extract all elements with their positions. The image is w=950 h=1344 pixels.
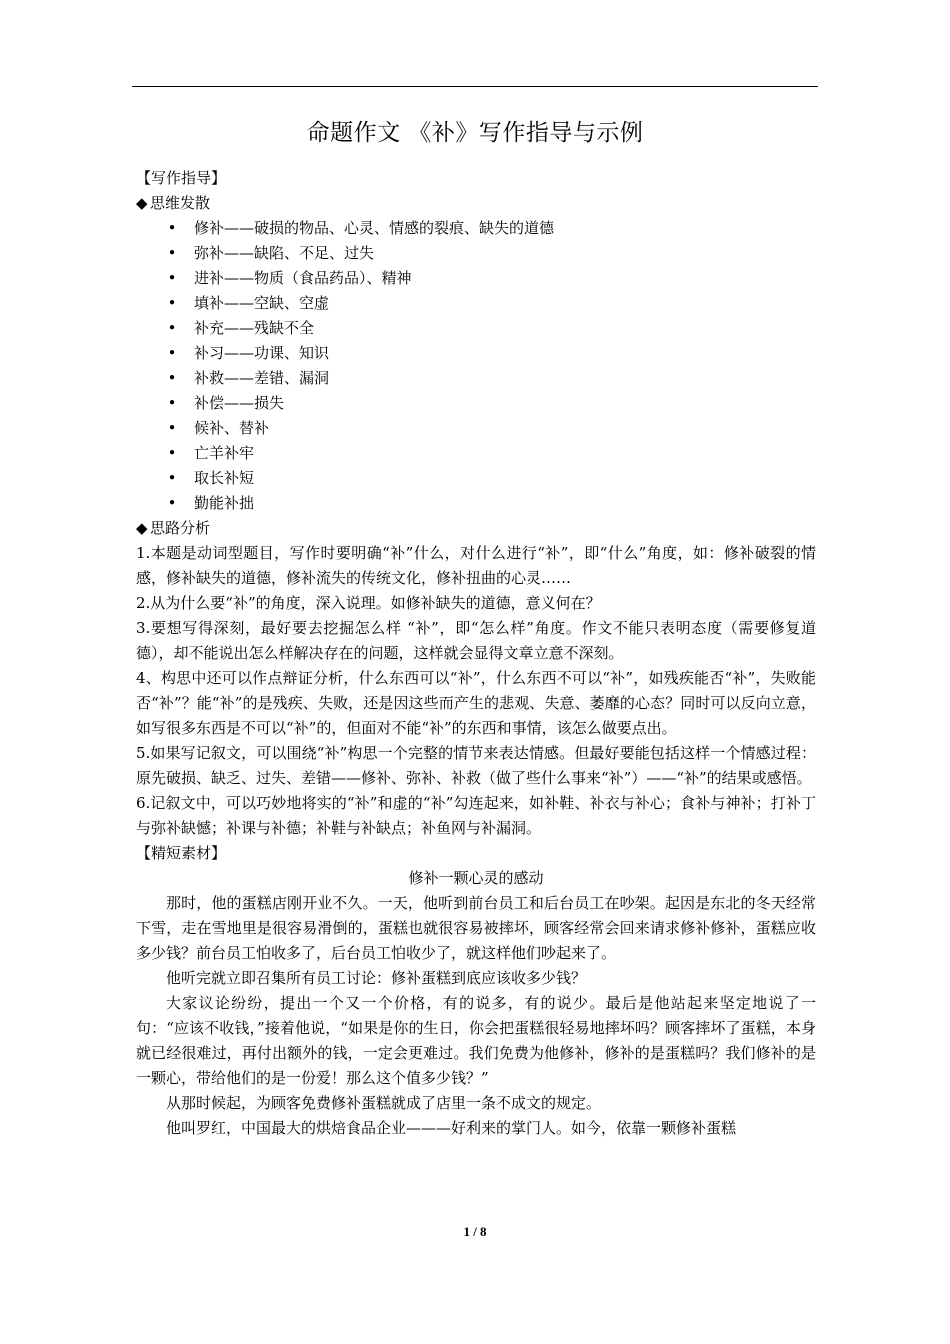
diamond-icon: ◆ xyxy=(136,519,148,537)
guide-heading: 【写作指导】 xyxy=(136,169,227,187)
document-body xyxy=(136,166,816,1141)
list-item xyxy=(136,241,816,266)
list-item xyxy=(136,466,816,491)
bullet-icon: • xyxy=(167,219,177,237)
divergent-heading-text: 思维发散 xyxy=(150,194,211,212)
bullet-icon: • xyxy=(167,319,177,337)
bullet-icon: • xyxy=(167,494,177,512)
list-item xyxy=(136,216,816,241)
list-item-text: 弥补——缺陷、不足、过失 xyxy=(194,244,375,262)
bullet-icon: • xyxy=(167,469,177,487)
story-paragraph: 那时，他的蛋糕店刚开业不久。一天，他听到前台员工和后台员工在吵架。起因是东北的冬天经常下雪，走在雪地里是很容易滑倒的，蛋糕也就很容易被摔坏，顾客经常会回来请求修补修补，蛋糕应收多少钱？前台员工怕收多了，后台员工怕收少了，就这样他们吵起来了。 xyxy=(136,894,816,962)
bullet-icon: • xyxy=(167,444,177,462)
bullet-icon: • xyxy=(167,269,177,287)
analysis-paragraph: 4、构思中还可以作点辩证分析，什么东西可以“补”，什么东西不可以“补”，如残疾能否“补”，失败能否“补”？能“补”的是残疾、失败，还是因这些而产生的悲观、失意、萎靡的心态？同时可以反向立意，如写很多东西是不可以“补”的，但面对不能“补”的东西和事情，该怎么做要点出。 xyxy=(136,669,816,737)
story-paragraph: 他叫罗红，中国最大的烘焙食品企业———好利来的掌门人。如今，依靠一颗修补蛋糕 xyxy=(166,1119,737,1137)
list-item-text: 补救——差错、漏洞 xyxy=(194,369,330,387)
page-title: 命题作文 《补》写作指导与示例 xyxy=(306,120,644,146)
list-item xyxy=(136,491,816,516)
analysis-paragraph: 5.如果写记叙文，可以围绕“补”构思一个完整的情节来表达情感。但最好要能包括这样一个情感过程：原先破损、缺乏、过失、差错——修补、弥补、补救（做了些什么事来“补”）——“补”的结果或感悟。 xyxy=(136,744,816,787)
list-item-text: 补充——残缺不全 xyxy=(194,319,315,337)
story-paragraph: 从那时候起，为顾客免费修补蛋糕就成了店里一条不成文的规定。 xyxy=(166,1094,602,1112)
list-item-text: 亡羊补牢 xyxy=(194,444,255,462)
list-item xyxy=(136,341,816,366)
list-item-text: 补偿——损失 xyxy=(194,394,285,412)
material-heading: 【精短素材】 xyxy=(136,844,227,862)
header-rule xyxy=(132,86,818,87)
diamond-icon: ◆ xyxy=(136,194,148,212)
bullet-icon: • xyxy=(167,344,177,362)
bullet-icon: • xyxy=(167,394,177,412)
analysis-paragraph: 2.从为什么要“补”的角度，深入说理。如修补缺失的道德，意义何在？ xyxy=(136,594,601,612)
bullet-icon: • xyxy=(167,244,177,262)
analysis-paragraph: 1.本题是动词型题目，写作时要明确“补”什么，对什么进行“补”，即“什么”角度，如：修补破裂的情感，修补缺失的道德，修补流失的传统文化，修补扭曲的心灵…… xyxy=(136,544,816,587)
list-item-text: 补习——功课、知识 xyxy=(194,344,330,362)
story-paragraph: 大家议论纷纷，提出一个又一个价格，有的说多，有的说少。最后是他站起来坚定地说了一句：“应该不收钱，”接着他说，“如果是你的生日，你会把蛋糕很轻易地摔坏吗？顾客摔坏了蛋糕，本身就已经很难过，再付出额外的钱，一定会更难过。我们免费为他修补，修补的是蛋糕吗？我们修补的是一颗心，带给他们的是一份爱！那么这个值多少钱？” xyxy=(136,994,816,1087)
page-number: 1 / 8 xyxy=(463,1224,487,1239)
divergent-heading xyxy=(136,191,816,216)
list-item xyxy=(136,441,816,466)
bullet-icon: • xyxy=(167,419,177,437)
story-title: 修补一颗心灵的感动 xyxy=(408,869,544,887)
divergent-list xyxy=(136,216,816,516)
list-item-text: 进补——物质（食品药品）、精神 xyxy=(194,269,412,287)
list-item-text: 修补——破损的物品、心灵、情感的裂痕、缺失的道德 xyxy=(194,219,555,237)
list-item-text: 勤能补拙 xyxy=(194,494,255,512)
list-item-text: 候补、替补 xyxy=(194,419,270,437)
list-item xyxy=(136,291,816,316)
analysis-paragraph: 6.记叙文中，可以巧妙地将实的“补”和虚的“补”勾连起来，如补鞋、补衣与补心；食补与神补；打补丁与弥补缺憾；补课与补德；补鞋与补缺点；补鱼网与补漏洞。 xyxy=(136,794,816,837)
analysis-paragraph: 3.要想写得深刻，最好要去挖掘怎么样 “补”，即“怎么样”角度。作文不能只表明态度（需要修复道德），却不能说出怎么样解决存在的问题，这样就会显得文章立意不深刻。 xyxy=(136,619,816,662)
list-item-text: 取长补短 xyxy=(194,469,255,487)
list-item xyxy=(136,416,816,441)
analysis-heading-text: 思路分析 xyxy=(150,519,211,537)
bullet-icon: • xyxy=(167,369,177,387)
list-item xyxy=(136,391,816,416)
story-paragraph: 他听完就立即召集所有员工讨论：修补蛋糕到底应该收多少钱？ xyxy=(166,969,587,987)
list-item-text: 填补——空缺、空虚 xyxy=(194,294,330,312)
bullet-icon: • xyxy=(167,294,177,312)
list-item xyxy=(136,316,816,341)
list-item xyxy=(136,266,816,291)
analysis-heading xyxy=(136,516,816,541)
list-item xyxy=(136,366,816,391)
